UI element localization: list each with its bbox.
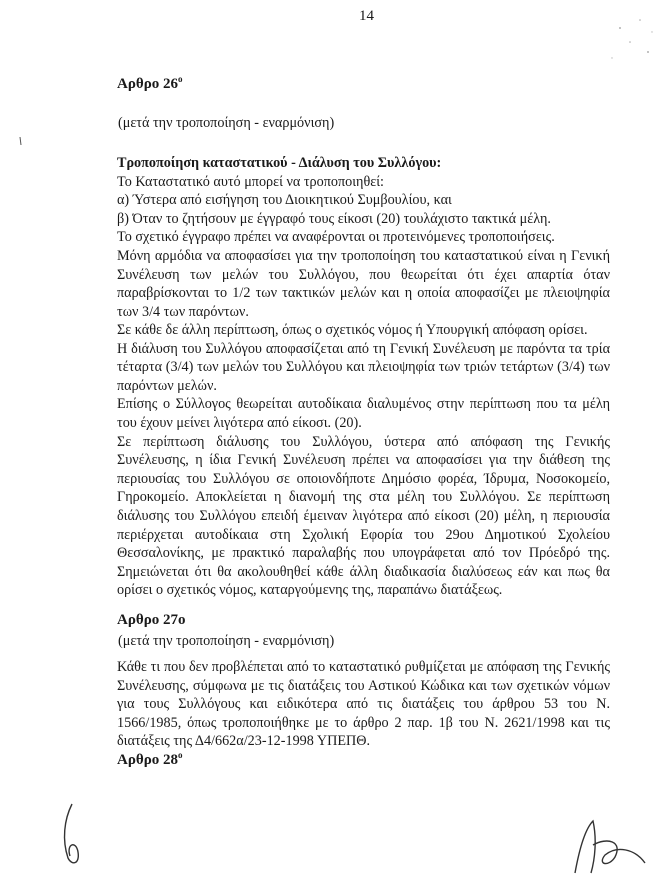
article-26-dissolution	[117, 321, 610, 600]
paragraph: Σε περίπτωση διάλυσης του Συλλόγου, ύστερα από απόφαση της Γενικής Συνέλευσης, η ίδια Γενική Συνέλευση πρέπει να αποφασίσει για την διάθεση της περιουσίας του Συλλόγου σε οποιονδήποτε Δημόσιο φορέα, Ίδρυμα, Νοσοκομείο, Γηροκομείο. Αποκλείεται η διανομή της στα μέλη του Συλλόγου. Σε περίπτωση διάλυσης του Συλλόγου επειδή έμειναν λιγότερα από είκοσι (20) μέλη, η περιουσία περιέρχεται αυτοδίκαια στη Σχολική Εφορία του 29ου Δημοτικού Σχολείου Θεσσαλονίκης, με πρακτικό παραλαβής που υπογράφεται από τον Πρόεδρό της. Σημειώνεται ότι θα ακολουθηθεί κάθε άλλη διαδικασία διαλύσεως εάν και πως θα ορίσει ο σχετικός νόμος, καταργούμενης της, παραπάνω διατάξεως.	[117, 433, 610, 599]
paragraph: Η διάλυση του Συλλόγου αποφασίζεται από τη Γενική Συνέλευση με παρόντα τα τρία τέταρτα (3/4) των μελών του Συλλόγου και πλειοψηφία των τριών τετάρτων (3/4) των παρόντων μελών.	[117, 340, 610, 394]
scan-speck	[15, 135, 25, 151]
article-26-subtitle: (μετά την τροποποίηση - εναρμόνιση)	[118, 115, 335, 131]
article-26-heading	[117, 74, 182, 93]
article-27-body	[117, 658, 610, 751]
paragraph: α) Ύστερα από εισήγηση του Διοικητικού Συμβουλίου, και	[117, 192, 452, 209]
paragraph: Το σχετικό έγγραφο πρέπει να αναφέρονται οι προτεινόμενες τροποποιήσεις.	[117, 229, 555, 246]
article-28-heading-sup: ο	[177, 750, 183, 760]
signature	[545, 815, 655, 875]
paragraph: Σε κάθε δε άλλη περίπτωση, όπως ο σχετικός νόμος ή Υπουργική απόφαση ορίσει.	[117, 322, 588, 338]
article-28-heading-text: Αρθρο 28	[117, 752, 178, 768]
handwritten-mark-left	[50, 800, 100, 870]
article-27-subtitle: (μετά την τροποποίηση - εναρμόνιση)	[118, 633, 335, 649]
section-title: Τροποποίηση καταστατικού - Διάλυση του Συλλόγου:	[117, 155, 442, 171]
paragraph: Το Καταστατικό αυτό μπορεί να τροποποιηθεί:	[117, 173, 384, 190]
page-number: 14	[359, 8, 374, 24]
article-27-heading: Αρθρο 27ο	[117, 612, 186, 628]
article-26-heading-text: Αρθρο 26	[117, 76, 178, 92]
paragraph: Επίσης ο Σύλλογος θεωρείται αυτοδίκαια διαλυμένος στην περίπτωση που τα μέλη του έχουν μείνει λιγότερα από είκοσι. (20).	[117, 396, 610, 431]
paragraph: Κάθε τι που δεν προβλέπεται από το καταστατικό ρυθμίζεται με απόφαση της Γενικής Συνέλευσης, σύμφωνα με τις διατάξεις του Αστικού Κώδικα και των σχετικών νόμων για τους Συλλόγους και ειδικότερα από τις διατάξεις του άρθρου 53 του Ν. 1566/1985, όπως τροποποιήθηκε με το άρθρο 2 παρ. 1β του Ν. 2621/1998 και τις διατάξεις της Δ4/662α/23-12-1998 ΥΠΕΠΘ.	[117, 659, 610, 750]
scan-noise-top-right	[560, 8, 660, 78]
paragraph: β) Όταν το ζητήσουν με έγγραφό τους είκοσι (20) τουλάχιστο τακτικά μέλη.	[117, 210, 551, 227]
article-28-heading	[117, 750, 182, 769]
paragraph: Μόνη αρμόδια να αποφασίσει για την τροποποίηση του καταστατικού είναι η Γενική Συνέλευση των μελών του Συλλόγου, που θεωρείται ότι έχει απαρτία όταν παραβρίσκονται το 1/2 των τακτικών μελών και η οποία αποφασίζει με πλειοψηφία των 3/4 των παρόντων.	[117, 247, 610, 320]
article-26-section	[117, 154, 610, 321]
article-26-heading-sup: ο	[177, 74, 183, 84]
